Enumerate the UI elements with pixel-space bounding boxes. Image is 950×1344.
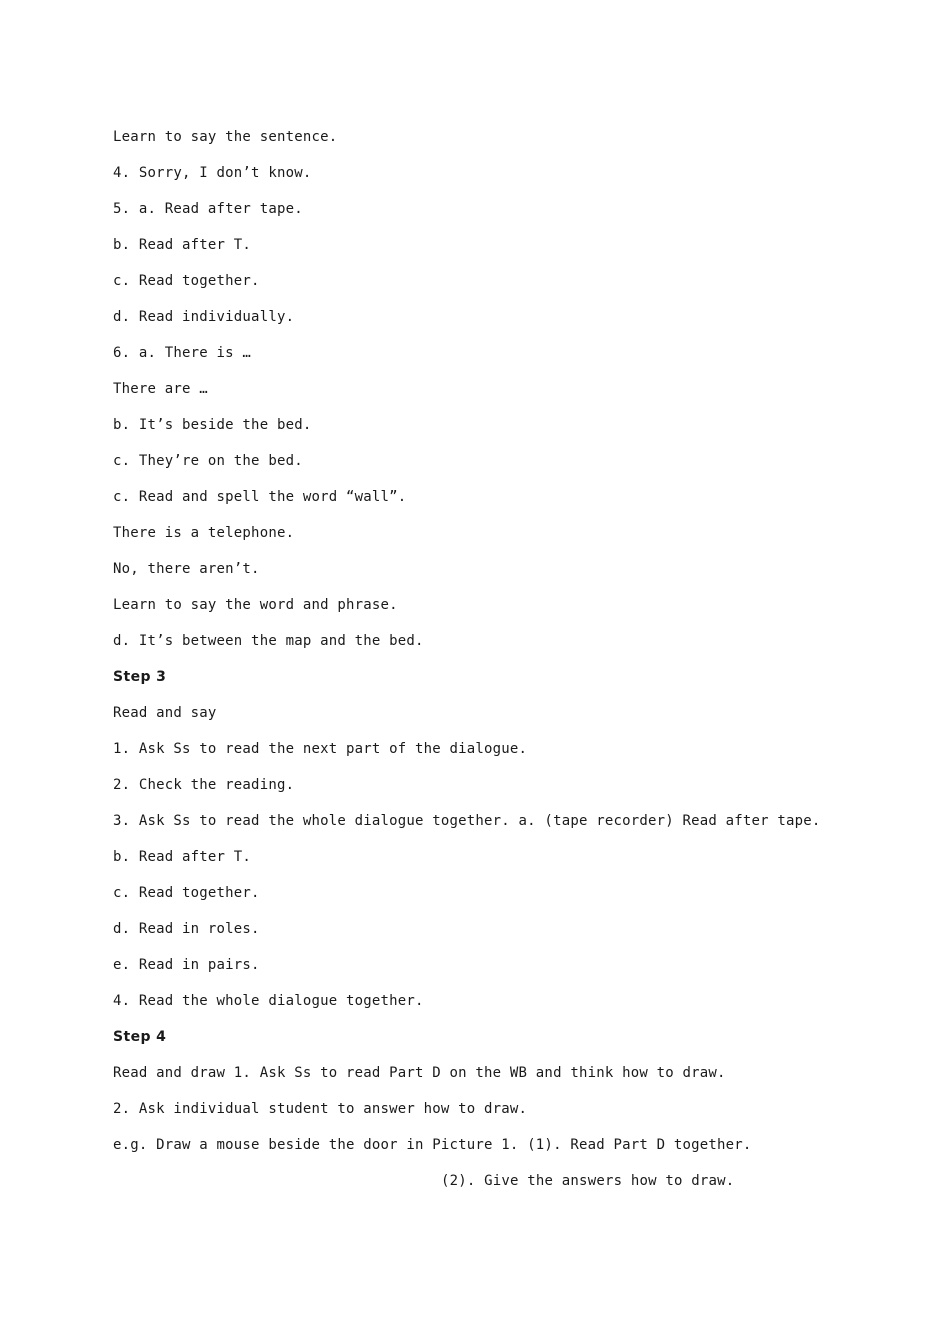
text-line: c. Read together. [113,885,260,901]
document-page [113,126,903,1206]
text-line: d. Read individually. [113,309,295,325]
text-line: 2. Ask individual student to answer how to draw. [113,1101,528,1117]
text-line: 5. a. Read after tape. [113,201,303,217]
text-line: b. Read after T. [113,849,252,865]
text-line: 4. Read the whole dialogue together. [113,993,424,1009]
text-line: Read and say [113,705,217,721]
text-line: 1. Ask Ss to read the next part of the dialogue. [113,741,528,757]
text-line: 6. a. There is … [113,345,252,361]
text-line: (2). Give the answers how to draw. [441,1173,735,1189]
text-line: 2. Check the reading. [113,777,295,793]
step-4-heading: Step 4 [113,1029,167,1045]
text-line: There is a telephone. [113,525,295,541]
text-line: b. It’s beside the bed. [113,417,312,433]
text-line: c. Read and spell the word “wall”. [113,489,407,505]
text-line: d. Read in roles. [113,921,260,937]
text-line: 4. Sorry, I don’t know. [113,165,312,181]
text-line: b. Read after T. [113,237,252,253]
text-line: e. Read in pairs. [113,957,260,973]
text-line: c. Read together. [113,273,260,289]
text-line: Learn to say the sentence. [113,129,338,145]
text-line: There are … [113,381,208,397]
text-line: No, there aren’t. [113,561,260,577]
text-line: Read and draw 1. Ask Ss to read Part D on the WB and think how to draw. [113,1065,726,1081]
text-line: c. They’re on the bed. [113,453,303,469]
text-line: d. It’s between the map and the bed. [113,633,424,649]
step-3-heading: Step 3 [113,669,167,685]
text-line: e.g. Draw a mouse beside the door in Picture 1. (1). Read Part D together. [113,1137,752,1153]
text-line: Learn to say the word and phrase. [113,597,398,613]
text-line: 3. Ask Ss to read the whole dialogue together. a. (tape recorder) Read after tape. [113,813,821,829]
